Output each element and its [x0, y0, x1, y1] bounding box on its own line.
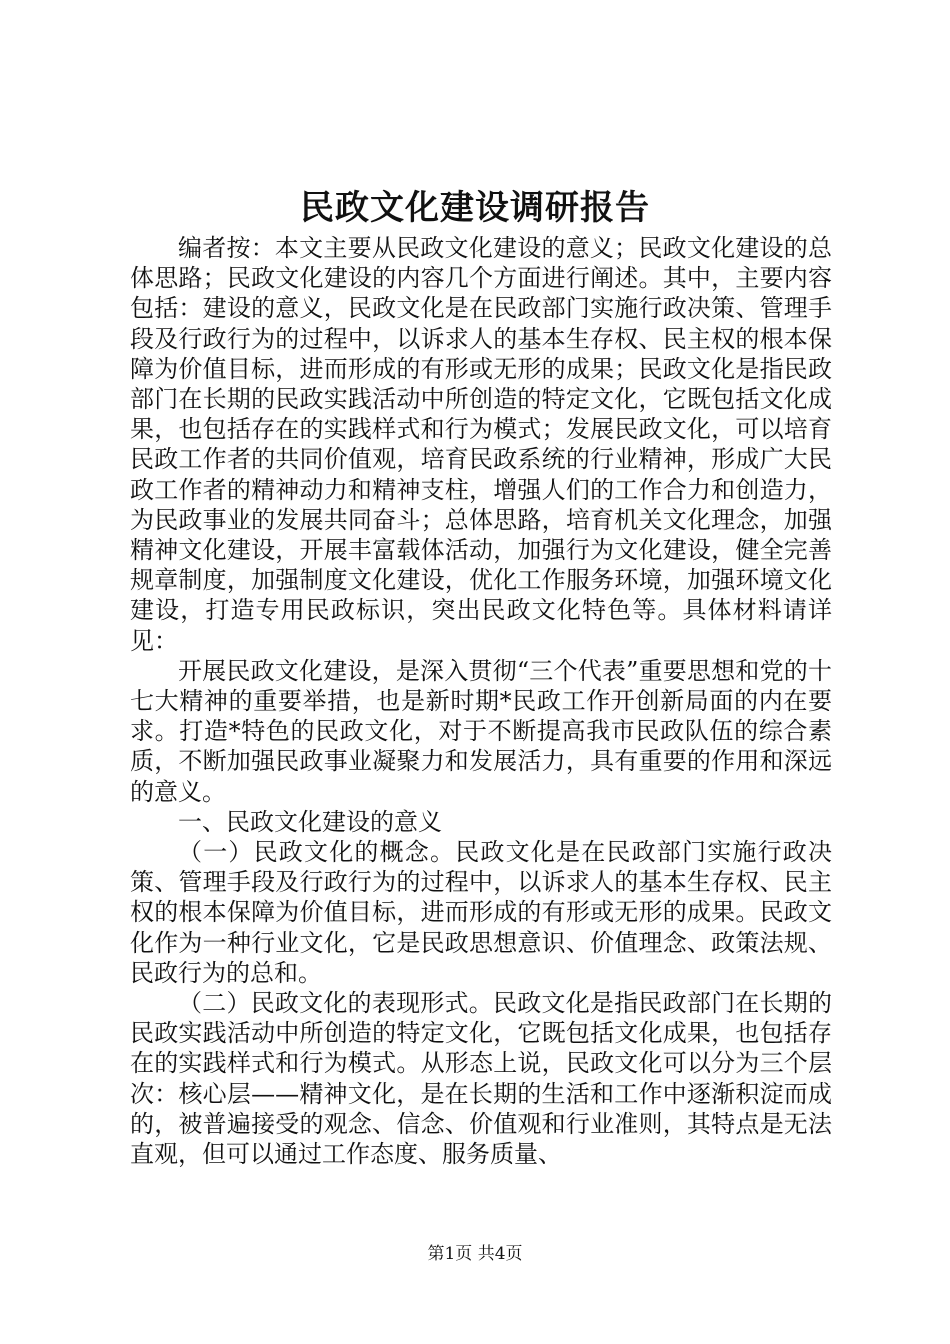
section-heading: 一、民政文化建设的意义 — [178, 807, 442, 836]
intro-paragraph: 开展民政文化建设，是深入贯彻“三个代表”重要思想和党的十七大精神的重要举措，也是新时期*民政工作开创新局面的内在要求。打造*特色的民政文化，对于不断提高我市民政队伍的综合素质，不断加强民政事业凝聚力和发展活力，具有重要的作用和深远的意义。 — [130, 656, 832, 806]
page-footer — [0, 1243, 950, 1265]
document-body — [130, 233, 832, 1169]
document-title: 民政文化建设调研报告 — [300, 188, 650, 228]
forms-paragraph: （二）民政文化的表现形式。民政文化是指民政部门在长期的民政实践活动中所创造的特定文化，它既包括文化成果，也包括存在的实践样式和行为模式。从形态上说，民政文化可以分为三个层次：核心层——精神文化，是在长期的生活和工作中逐渐积淀而成的，被普遍接受的观念、信念、价值观和行业准则，其特点是无法直观，但可以通过工作态度、服务质量、 — [130, 989, 832, 1169]
editor-note-paragraph: 编者按：本文主要从民政文化建设的意义；民政文化建设的总体思路；民政文化建设的内容几个方面进行阐述。其中，主要内容包括：建设的意义，民政文化是在民政部门实施行政决策、管理手段及行政行为的过程中，以诉求人的基本生存权、民主权的根本保障为价值目标，进而形成的有形或无形的成果；民政文化是指民政部门在长期的民政实践活动中所创造的特定文化，它既包括文化成果，也包括存在的实践样式和行为模式；发展民政文化，可以培育民政工作者的共同价值观，培育民政系统的行业精神，形成广大民政工作者的精神动力和精神支柱，增强人们的工作合力和创造力，为民政事业的发展共同奋斗；总体思路，培育机关文化理念，加强精神文化建设，开展丰富载体活动，加强行为文化建设，健全完善规章制度，加强制度文化建设，优化工作服务环境，加强环境文化建设，打造专用民政标识，突出民政文化特色等。具体材料请详见： — [130, 234, 832, 655]
page-total: 共4页 — [477, 1244, 523, 1264]
concept-paragraph: （一）民政文化的概念。民政文化是在民政部门实施行政决策、管理手段及行政行为的过程中，以诉求人的基本生存权、民主权的根本保障为价值目标，进而形成的有形或无形的成果。民政文化作为一种行业文化，它是民政思想意识、价值理念、政策法规、民政行为的总和。 — [130, 838, 832, 987]
page-number: 第1页 — [427, 1244, 473, 1264]
